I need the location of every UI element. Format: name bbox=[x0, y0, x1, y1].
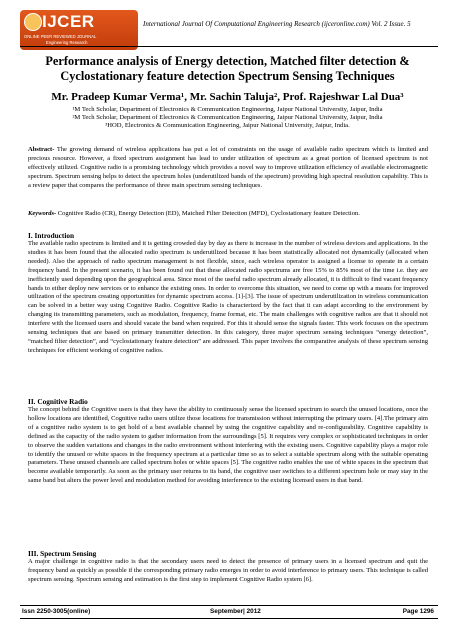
section-heading-spectrum-sensing: III. Spectrum Sensing bbox=[28, 549, 97, 558]
journal-header: International Journal Of Computational Engineering Research (ijceronline.com) Vol. 2 Issue. 5 bbox=[143, 20, 411, 28]
abstract bbox=[28, 146, 428, 191]
section-body-cognitive-radio: The concept behind the Cognitive users is that they have the ability to continuously sense the licensed spectrum to search the unused locations, once the hollow locations are identified, Cognitive radio users utilize those locations for transmission without interrupting the primary users. [4].The primary aim of a cognitive radio system is to get hold of a best available channel by using the cognitive capability and re-configurability. Cognitive capability is defined as the capacity of the radio system to gather information from the surroundings [5]. It requires very complex or sophisticated techniques in order to observe the sudden variations and changes in the radio environment without interfering with the existing users. Cognitive capability plays a major role to identify the unused or white spaces in the frequency spectrum at a particular time so as to select a suitable spectrum along with the suitable operating parameters. These unused channels are called spectrum holes or white spaces [5]. The cognitive radio enables the use of white spaces in the spectrum that become available temporarily. As soon as the primary user returns to its band, the cognitive user switches to a different spectrum hole or may stay in the same band but alters the power level and modulation method for avoiding interference to the existing licensed users in that band. bbox=[28, 406, 428, 485]
logo-subtitle: ONLINE PEER REVIEWED JOURNAL bbox=[24, 34, 97, 39]
header-rule bbox=[20, 46, 438, 47]
abstract-label: Abstract- bbox=[28, 146, 55, 153]
affiliation-3: ³HOD, Electronics & Communication Engineering, Jaipur National University, Jaipur, India. bbox=[105, 122, 350, 129]
keywords-label: Keywords- bbox=[28, 210, 57, 217]
affiliation-2: ²M Tech Scholar, Department of Electronics & Communication Engineering, Jaipur National University, Jaipur, India bbox=[72, 114, 383, 121]
footer-date: September| 2012 bbox=[210, 608, 261, 615]
section-heading-introduction: I. Introduction bbox=[28, 231, 75, 240]
globe-icon bbox=[24, 13, 42, 31]
journal-logo bbox=[20, 10, 138, 50]
logo-title: IJCER bbox=[42, 12, 95, 31]
section-body-spectrum-sensing: A major challenge in cognitive radio is that the secondary users need to detect the presence of primary users in a licensed spectrum and quit the frequency band as quickly as possible if the corresponding primary radio emerges in order to avoid interference to primary users. This technique is called spectrum sensing. Spectrum sensing and estimation is the first step to implement Cognitive Radio system [6]. bbox=[28, 558, 428, 583]
section-heading-cognitive-radio: II. Cognitive Radio bbox=[28, 397, 88, 406]
keywords bbox=[28, 210, 428, 219]
paper-authors: Mr. Pradeep Kumar Verma¹, Mr. Sachin Taluja², Prof. Rajeshwar Lal Dua³ bbox=[51, 91, 404, 103]
footer-issn: Issn 2250-3005(online) bbox=[22, 608, 91, 615]
section-body-introduction: The available radio spectrum is limited and it is getting crowded day by day as there is increase in the number of wireless devices and applications. In the studies it has been found that the allocated radio spectrum is underutilized because it has been statistically allocated not dynamically (allocated when needed). Also the approach of radio spectrum management is not flexible, since, each wireless operator is assigned a license to operate in a certain frequency band. In the present scenario, it has been found out that these allocated radio spectrums are free 15% to 85% most of the time i.e. they are inefficiently used depending upon the geographical area. Since most of the useful radio spectrum already allocated, it is difficult to find vacant frequency bands to either deploy new services or to enhance the existing ones. In order to overcome this situation, we need to come up with a means for improved utilization of the spectrum creating opportunities for dynamic spectrum access. [1]-[3]. The issue of spectrum underutilization in wireless communication can be solved in a better way using Cognitive Radio. Cognitive Radio is characterized by the fact that it can adapt according to the environment by changing its transmitting parameters, such as modulation, frequency, frame format, etc. The main challenges with cognitive radios are that it should not interfere with the licensed users and should vacate the band when required. For this it should sense the signals faster. This work focuses on the spectrum sensing techniques that are based on primary transmitter detection. In this category, three major spectrum sensing techniques “energy detection”, “matched filter detection”, and “cyclostationary feature detection” are addressed. This paper involves the comparative analysis of these spectrum sensing techniques for efficient working of cognitive radios. bbox=[28, 240, 428, 354]
logo-subtitle-2: Engineering Research bbox=[46, 40, 88, 45]
page-footer bbox=[20, 605, 438, 619]
paper-title: Performance analysis of Energy detection, Matched filter detection & Cyclostationary feature detection Spectrum Sensing Techniques bbox=[45, 54, 410, 83]
keywords-text: Cognitive Radio (CR), Energy Detection (ED), Matched Filter Detection (MFD), Cyclostationary feature Detection. bbox=[56, 210, 360, 217]
affiliation-1: ¹M Tech Scholar, Department of Electronics & Communication Engineering, Jaipur National University, Jaipur, India bbox=[72, 106, 383, 113]
abstract-text: The growing demand of wireless applications has put a lot of constraints on the usage of available radio spectrum which is limited and precious resource. However, a fixed spectrum assignment has lead to under utilization of spectrum as a great portion of licensed spectrum is not effectively utilized. Cognitive radio is a promising technology which provides a novel way to improve utilization efficiency of available electromagnetic spectrum. Spectrum sensing helps to detect the spectrum holes (underutilized bands of the spectrum) providing high spectral resolution capability. This is a review paper that compares the performance of three main spectrum sensing techniques. bbox=[28, 146, 428, 189]
footer-page-number: Page 1296 bbox=[402, 608, 434, 615]
